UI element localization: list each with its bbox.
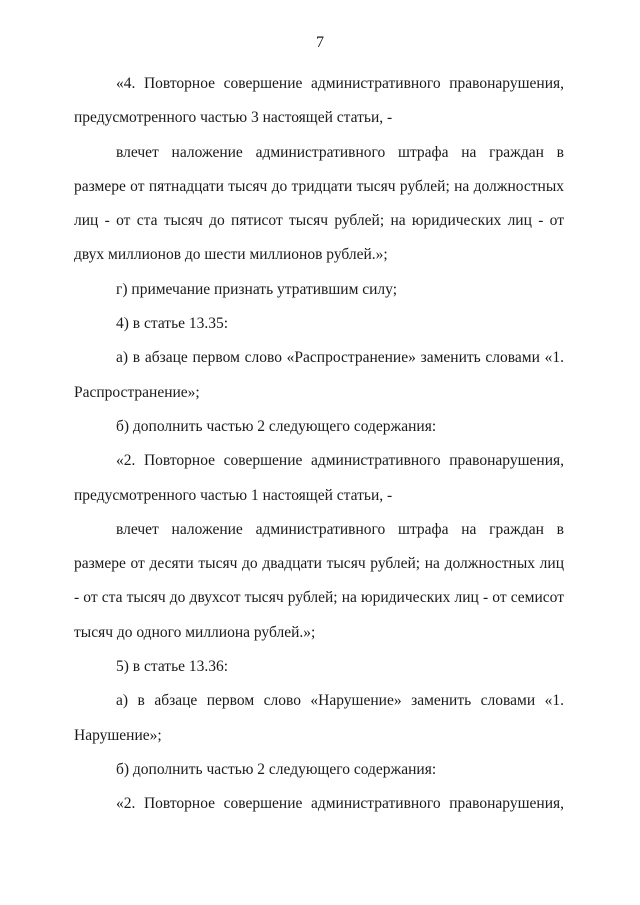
paragraph-penalty-fine-2: влечет наложение административного штрафа на граждан в размере от десяти тысяч до двадцати тысяч рублей; на должностных лиц - от ста тысяч до двухсот тысяч рублей; на юридических лиц - от семисот тысяч до одного миллиона рублей.»; xyxy=(74,520,564,641)
paragraph-penalty-fine-1: влечет наложение административного штрафа на граждан в размере от пятнадцати тысяч до тридцати тысяч рублей; на должностных лиц - от ста тысяч до пятисот тысяч рублей; на юридических лиц - от двух миллионов до шести миллионов рублей.»; xyxy=(74,143,564,264)
page-number: 7 xyxy=(316,34,324,51)
paragraph-article-4-part-4: «4. Повторное совершение административного правонарушения, предусмотренного частью 3 настоящей статьи, - xyxy=(74,75,564,127)
document-body xyxy=(74,67,564,822)
paragraph-add-part-2-first: б) дополнить частью 2 следующего содержания: xyxy=(116,417,437,435)
paragraph-replace-word-1: а) в абзаце первом слово «Распространение» заменить словами «1. Распространение»; xyxy=(74,349,564,401)
paragraph-note-repealed: г) примечание признать утратившим силу; xyxy=(116,280,398,298)
paragraph-article-13-36: 5) в статье 13.36: xyxy=(116,658,229,676)
paragraph-replace-word-2: а) в абзаце первом слово «Нарушение» заменить словами «1. Нарушение»; xyxy=(74,692,564,744)
paragraph-article-part-2-second: «2. Повторное совершение административного правонарушения, xyxy=(116,795,564,813)
paragraph-add-part-2-second: б) дополнить частью 2 следующего содержания: xyxy=(116,760,437,778)
paragraph-article-13-35: 4) в статье 13.35: xyxy=(116,315,229,333)
paragraph-article-part-2-first: «2. Повторное совершение административного правонарушения, предусмотренного частью 1 настоящей статьи, - xyxy=(74,452,564,504)
